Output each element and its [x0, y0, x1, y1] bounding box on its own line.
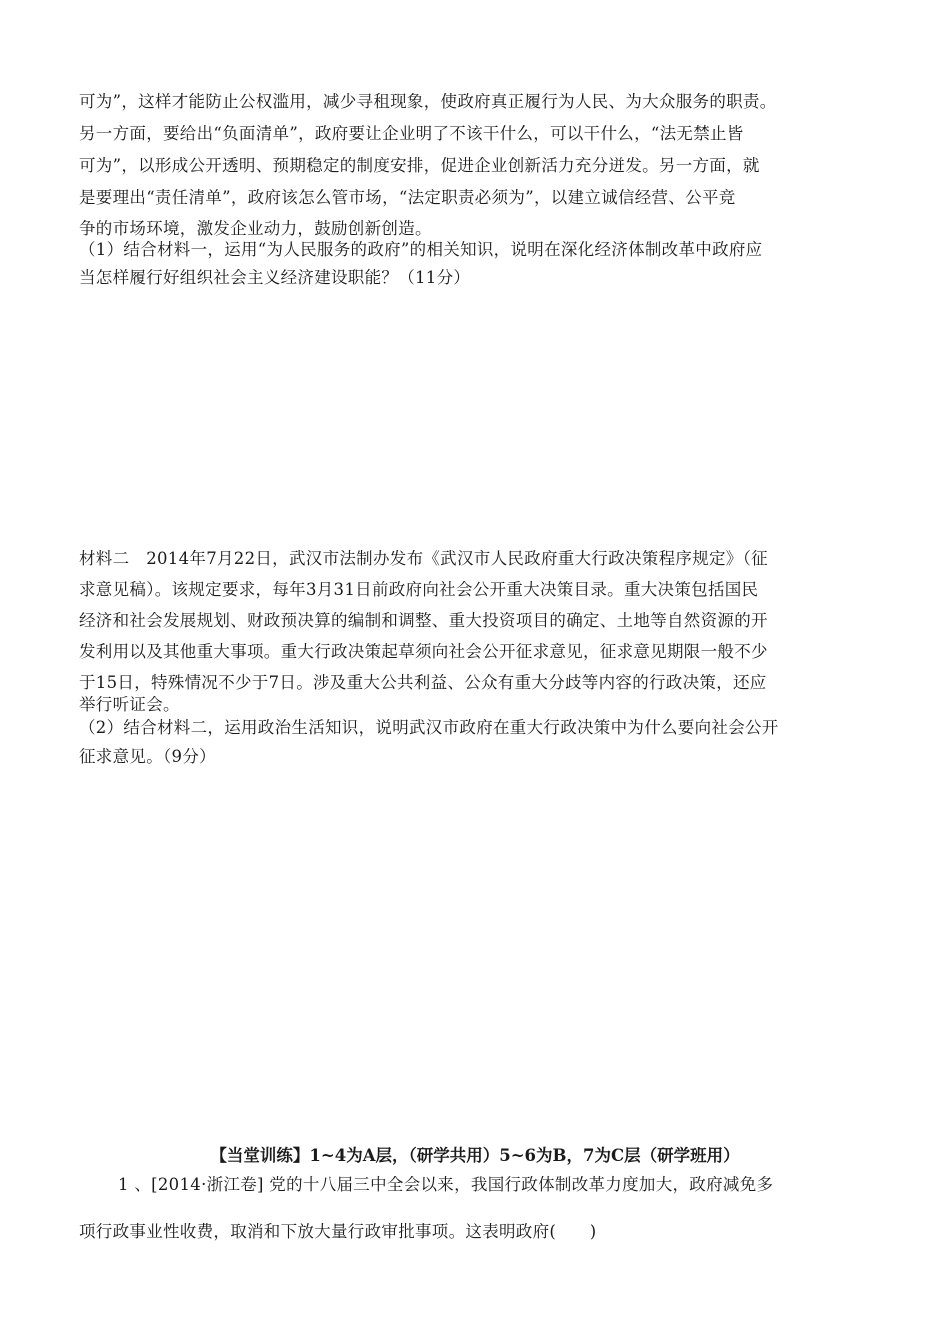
question-line: 当怎样履行好组织社会主义经济建设职能？（11分）	[79, 268, 471, 287]
paragraph-line: 可为”，以形成公开透明、预期稳定的制度安排，促进企业创新活力充分迸发。另一方面，就	[79, 156, 760, 175]
question-line: （2）结合材料二，运用政治生活知识，说明武汉市政府在重大行政决策中为什么要向社会公开	[79, 718, 779, 737]
practice-question-line: 1 、[2014·浙江卷] 党的十八届三中全会以来，我国行政体制改革力度加大，政府减免多	[118, 1175, 774, 1194]
paragraph-line: 经济和社会发展规划、财政预决算的编制和调整、重大投资项目的确定、土地等自然资源的开	[79, 611, 768, 630]
paragraph-line: 材料二 2014年7月22日，武汉市法制办发布《武汉市人民政府重大行政决策程序规定》（征	[79, 549, 768, 568]
paragraph-line: 可为”，这样才能防止公权滥用，减少寻租现象，使政府真正履行为人民、为大众服务的职责。	[79, 92, 777, 111]
paragraph-line: 另一方面，要给出“负面清单”，政府要让企业明了不该干什么，可以干什么，“法无禁止皆	[79, 124, 744, 143]
practice-heading: 【当堂训练】1~4为A层，（研学共用）5~6为B，7为C层（研学班用）	[210, 1146, 740, 1165]
paragraph-line: 发利用以及其他重大事项。重大行政决策起草须向社会公开征求意见，征求意见期限一般不少	[79, 642, 768, 661]
paragraph-line: 于15日，特殊情况不少于7日。涉及重大公共利益、公众有重大分歧等内容的行政决策，还应	[79, 673, 767, 692]
paragraph-line: 求意见稿）。该规定要求，每年3月31日前政府向社会公开重大决策目录。重大决策包括国民	[79, 580, 759, 599]
question-line: 征求意见。（9分）	[79, 747, 216, 766]
paragraph-line: 是要理出“责任清单”，政府该怎么管市场，“法定职责必须为”，以建立诚信经营、公平竞	[79, 188, 736, 207]
practice-question-line: 项行政事业性收费，取消和下放大量行政审批事项。这表明政府( )	[79, 1222, 597, 1241]
paragraph-line: 举行听证会。	[79, 695, 180, 714]
paragraph-line: 争的市场环境，激发企业动力，鼓励创新创造。	[79, 219, 432, 238]
question-line: （1）结合材料一，运用“为人民服务的政府”的相关知识，说明在深化经济体制改革中政府应	[79, 240, 763, 259]
